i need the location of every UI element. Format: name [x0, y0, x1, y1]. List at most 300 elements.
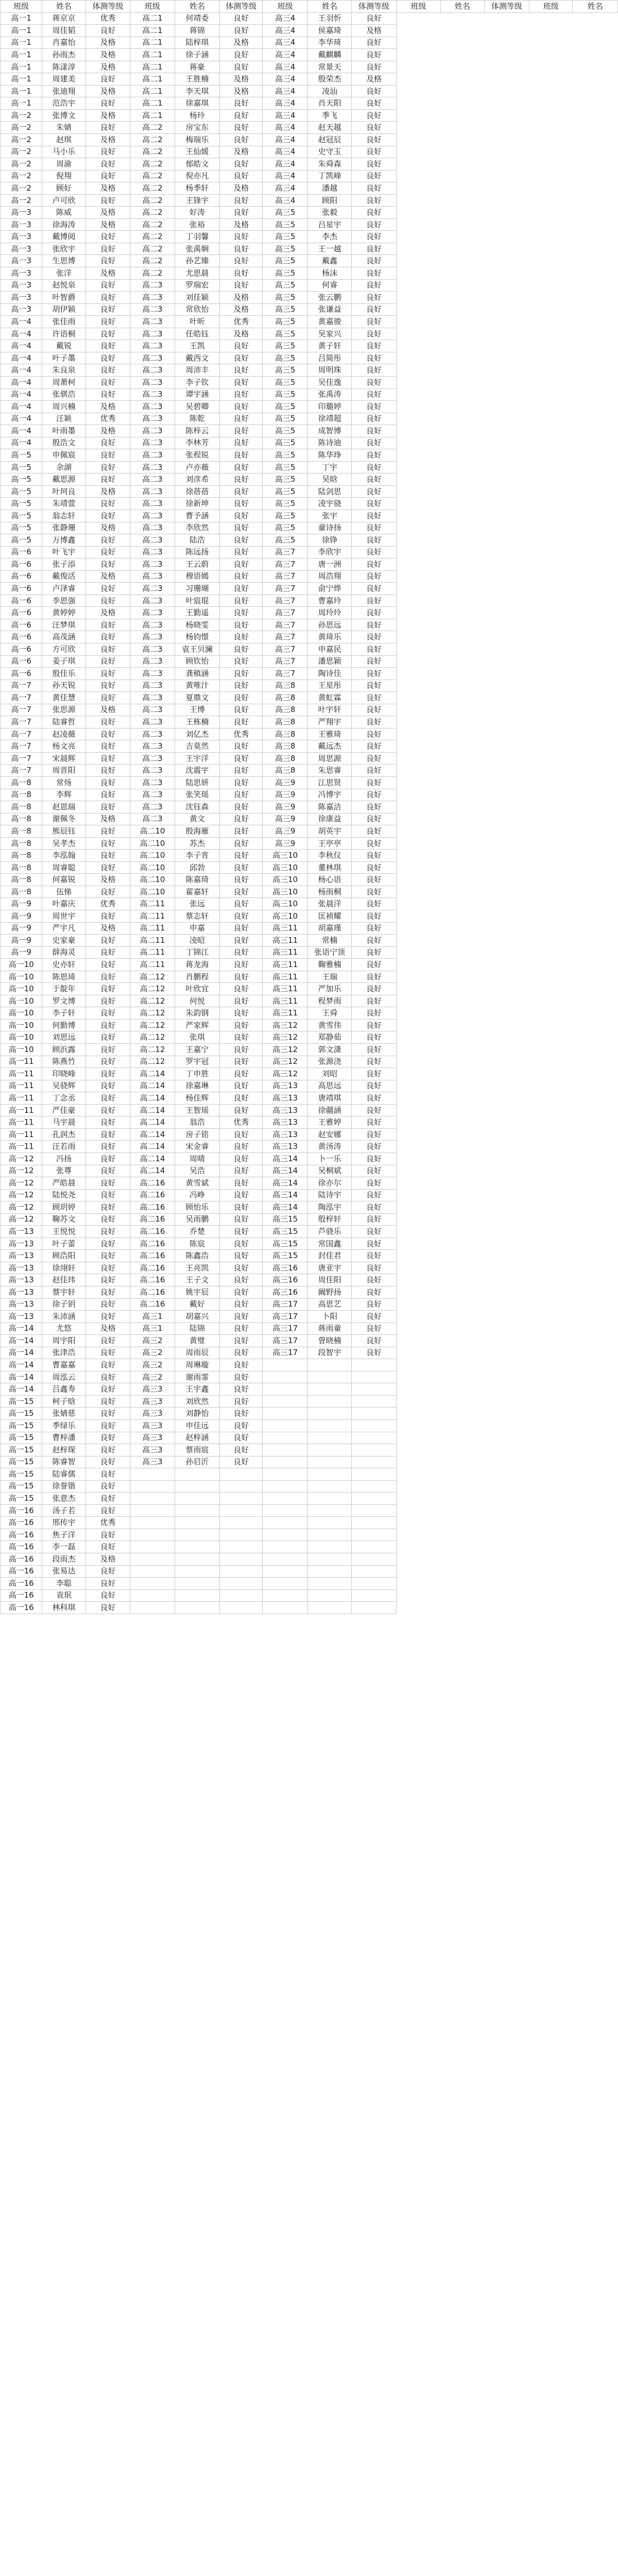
name-cell	[307, 1517, 351, 1529]
table-row	[1, 510, 618, 522]
name-cell: 杨佳辉	[175, 1092, 219, 1105]
table-row	[1, 207, 618, 219]
grade-cell: 良好	[220, 1080, 263, 1092]
name-cell: 陆浩	[175, 534, 219, 547]
class-cell: 高三3	[130, 1395, 175, 1408]
table-row	[1, 109, 618, 122]
grade-cell: 良好	[85, 231, 130, 243]
name-cell: 吴家兴	[307, 328, 351, 340]
class-cell: 高二3	[130, 680, 175, 692]
class-cell	[263, 1578, 307, 1590]
class-cell: 高一9	[1, 935, 42, 947]
class-cell: 高二12	[130, 1007, 175, 1020]
grade-cell: 良好	[85, 25, 130, 37]
table-row	[1, 61, 618, 73]
class-cell: 高三5	[263, 207, 307, 219]
grade-cell	[220, 1480, 263, 1493]
name-cell: 王一越	[307, 243, 351, 255]
grade-cell: 良好	[85, 1262, 130, 1274]
grade-cell: 良好	[220, 910, 263, 923]
table-row	[1, 85, 618, 97]
table-row	[1, 959, 618, 971]
name-cell: 王星彤	[307, 680, 351, 692]
name-cell: 周世宇	[42, 910, 85, 923]
name-cell	[307, 1565, 351, 1578]
grade-cell: 及格	[85, 109, 130, 122]
name-cell: 芦骁乐	[307, 1226, 351, 1238]
grade-cell	[220, 1493, 263, 1505]
class-cell: 高一13	[1, 1298, 42, 1311]
name-cell: 夏鼎文	[175, 692, 219, 704]
table-row	[1, 1565, 618, 1578]
header-grade: 体测等级	[352, 1, 396, 13]
name-cell: 刘佳颖	[175, 292, 219, 304]
table-row	[1, 182, 618, 195]
name-cell: 王云蔚	[175, 558, 219, 571]
name-cell: 苏杰	[175, 837, 219, 850]
class-cell: 高一10	[1, 1044, 42, 1056]
class-cell: 高一4	[1, 425, 42, 437]
grade-cell: 及格	[85, 49, 130, 61]
class-cell: 高一8	[1, 874, 42, 886]
class-cell: 高三5	[263, 352, 307, 364]
grade-cell: 良好	[85, 1213, 130, 1226]
name-cell: 孙雨杰	[42, 49, 85, 61]
class-cell: 高三7	[263, 655, 307, 668]
grade-cell: 良好	[85, 837, 130, 850]
name-cell: 李欣然	[175, 522, 219, 534]
class-cell: 高二3	[130, 765, 175, 777]
grade-cell: 良好	[85, 971, 130, 983]
class-cell: 高一3	[1, 267, 42, 280]
grade-cell: 良好	[220, 1141, 263, 1153]
grade-cell: 良好	[85, 1031, 130, 1044]
class-cell	[130, 1504, 175, 1517]
class-cell: 高一13	[1, 1250, 42, 1262]
name-cell: 翁浩	[175, 1116, 219, 1129]
class-cell: 高二3	[130, 303, 175, 316]
class-cell: 高一11	[1, 1104, 42, 1116]
class-cell: 高二14	[130, 1153, 175, 1165]
name-cell: 申佳远	[175, 1419, 219, 1432]
class-cell: 高一15	[1, 1432, 42, 1444]
grade-cell: 良好	[85, 946, 130, 959]
class-cell: 高三4	[263, 170, 307, 182]
grade-cell: 良好	[220, 134, 263, 146]
grade-cell: 良好	[352, 1189, 396, 1201]
grade-cell: 优秀	[220, 728, 263, 740]
grade-cell: 良好	[352, 1213, 396, 1226]
name-cell: 李辉	[42, 789, 85, 801]
name-cell: 张易达	[42, 1565, 85, 1578]
grade-cell: 良好	[352, 789, 396, 801]
name-cell: 严加乐	[307, 983, 351, 995]
class-cell: 高三10	[263, 898, 307, 910]
grade-cell: 良好	[85, 886, 130, 898]
grade-cell: 良好	[352, 534, 396, 547]
grade-cell: 良好	[85, 1298, 130, 1311]
table-row	[1, 983, 618, 995]
grade-cell: 良好	[220, 619, 263, 631]
class-cell: 高一1	[1, 37, 42, 49]
grade-cell: 良好	[85, 595, 130, 607]
grade-cell: 良好	[85, 510, 130, 522]
grade-cell: 良好	[85, 473, 130, 486]
grade-cell: 良好	[85, 388, 130, 401]
grade-cell: 良好	[85, 680, 130, 692]
name-cell: 周思源	[307, 752, 351, 765]
grade-cell: 良好	[220, 194, 263, 207]
class-cell: 高一16	[1, 1578, 42, 1590]
class-cell: 高三10	[263, 886, 307, 898]
name-cell: 李思强	[42, 595, 85, 607]
class-cell: 高一10	[1, 995, 42, 1007]
class-cell: 高一15	[1, 1480, 42, 1493]
grade-cell: 良好	[220, 279, 263, 292]
grade-cell: 良好	[220, 376, 263, 388]
grade-cell: 良好	[220, 1019, 263, 1031]
class-cell: 高二1	[130, 73, 175, 86]
name-cell: 顾钦怡	[175, 655, 219, 668]
grade-cell: 良好	[220, 983, 263, 995]
class-cell	[263, 1480, 307, 1493]
table-row	[1, 607, 618, 619]
grade-cell: 良好	[220, 680, 263, 692]
class-cell: 高二3	[130, 510, 175, 522]
grade-cell: 良好	[220, 170, 263, 182]
class-cell: 高二14	[130, 1165, 175, 1177]
grade-cell: 良好	[220, 25, 263, 37]
name-cell: 汪若雨	[42, 1141, 85, 1153]
class-cell: 高一5	[1, 461, 42, 473]
name-cell: 徐嘉琪	[175, 97, 219, 110]
name-cell: 王勤遥	[175, 607, 219, 619]
name-cell: 周建美	[42, 73, 85, 86]
grade-cell: 良好	[220, 825, 263, 838]
grade-cell: 良好	[352, 837, 396, 850]
class-cell: 高二16	[130, 1262, 175, 1274]
grade-cell: 良好	[352, 243, 396, 255]
class-cell: 高三11	[263, 1007, 307, 1020]
class-cell: 高三11	[263, 995, 307, 1007]
grade-cell: 优秀	[220, 316, 263, 328]
name-cell: 孙天锐	[42, 680, 85, 692]
name-cell: 孙启沂	[175, 1456, 219, 1468]
grade-cell: 良好	[352, 704, 396, 716]
grade-cell: 良好	[352, 995, 396, 1007]
table-row	[1, 328, 618, 340]
grade-cell: 良好	[352, 583, 396, 595]
name-cell: 张意杰	[42, 1493, 85, 1505]
class-cell: 高一9	[1, 922, 42, 935]
name-cell: 何悦	[175, 995, 219, 1007]
grade-cell: 良好	[352, 946, 396, 959]
grade-cell: 良好	[85, 1480, 130, 1493]
class-cell: 高三4	[263, 49, 307, 61]
class-cell: 高二10	[130, 850, 175, 862]
grade-cell: 良好	[220, 813, 263, 825]
name-cell: 罗宇冠	[175, 1056, 219, 1068]
grade-cell: 良好	[85, 1602, 130, 1614]
grade-cell: 良好	[85, 995, 130, 1007]
class-cell: 高二2	[130, 231, 175, 243]
class-cell: 高二12	[130, 1044, 175, 1056]
class-cell: 高一13	[1, 1274, 42, 1286]
table-row	[1, 1468, 618, 1481]
name-cell: 沈震宇	[175, 765, 219, 777]
name-cell: 徐铮	[307, 534, 351, 547]
class-cell: 高三11	[263, 935, 307, 947]
table-row	[1, 740, 618, 753]
grade-cell: 良好	[220, 692, 263, 704]
name-cell: 俞宁烨	[307, 583, 351, 595]
grade-cell: 良好	[220, 740, 263, 753]
grade-cell: 及格	[85, 425, 130, 437]
table-row	[1, 1493, 618, 1505]
table-row	[1, 1371, 618, 1383]
class-cell	[130, 1541, 175, 1553]
grade-cell: 良好	[220, 449, 263, 462]
grade-cell: 良好	[352, 655, 396, 668]
table-row	[1, 243, 618, 255]
class-cell: 高三5	[263, 401, 307, 413]
name-cell: 梅瑞乐	[175, 134, 219, 146]
grade-cell: 良好	[85, 692, 130, 704]
grade-cell: 良好	[352, 922, 396, 935]
table-row	[1, 473, 618, 486]
name-cell: 戴远杰	[307, 740, 351, 753]
grade-cell: 良好	[352, 182, 396, 195]
grade-cell: 良好	[85, 910, 130, 923]
class-cell	[263, 1602, 307, 1614]
table-row	[1, 1128, 618, 1141]
class-cell: 高一5	[1, 485, 42, 498]
grade-cell: 良好	[220, 534, 263, 547]
grade-cell: 良好	[352, 122, 396, 134]
grade-cell: 及格	[85, 61, 130, 73]
name-cell: 朱良泉	[42, 364, 85, 377]
name-cell: 叶珂良	[42, 485, 85, 498]
class-cell: 高三7	[263, 583, 307, 595]
name-cell: 常欣怡	[175, 303, 219, 316]
class-cell: 高三5	[263, 522, 307, 534]
grade-cell: 良好	[85, 1201, 130, 1214]
class-cell: 高一13	[1, 1286, 42, 1298]
name-cell: 季飞	[307, 109, 351, 122]
name-cell: 黄雪斌	[175, 1177, 219, 1190]
table-row	[1, 850, 618, 862]
class-cell: 高二1	[130, 97, 175, 110]
name-cell: 张佳雨	[42, 316, 85, 328]
name-cell: 顾浩阳	[42, 1250, 85, 1262]
name-cell: 卢亦薇	[175, 461, 219, 473]
grade-cell: 良好	[85, 1371, 130, 1383]
class-cell: 高三8	[263, 704, 307, 716]
grade-cell: 良好	[352, 425, 396, 437]
name-cell: 申嘉	[175, 922, 219, 935]
table-row	[1, 692, 618, 704]
grade-cell: 及格	[85, 85, 130, 97]
grade-cell: 良好	[352, 449, 396, 462]
class-cell: 高二3	[130, 485, 175, 498]
class-cell	[263, 1541, 307, 1553]
name-cell: 叶子墨	[42, 352, 85, 364]
grade-cell: 良好	[220, 340, 263, 352]
grade-cell: 优秀	[85, 413, 130, 425]
grade-cell: 良好	[220, 425, 263, 437]
name-cell: 赵安娜	[307, 1128, 351, 1141]
class-cell: 高二16	[130, 1286, 175, 1298]
grade-cell: 良好	[85, 1493, 130, 1505]
grade-cell: 良好	[85, 255, 130, 267]
class-cell: 高三3	[130, 1456, 175, 1468]
table-row	[1, 619, 618, 631]
grade-cell: 及格	[220, 146, 263, 158]
grade-cell: 良好	[220, 413, 263, 425]
class-cell: 高一10	[1, 971, 42, 983]
name-cell: 陈漾淳	[42, 61, 85, 73]
class-cell: 高二12	[130, 1031, 175, 1044]
grade-cell: 良好	[85, 716, 130, 728]
class-cell: 高二14	[130, 1128, 175, 1141]
class-cell: 高三14	[263, 1177, 307, 1190]
grade-cell: 良好	[220, 886, 263, 898]
class-cell: 高二3	[130, 340, 175, 352]
grade-cell: 良好	[352, 716, 396, 728]
name-cell: 陈诗迪	[307, 437, 351, 449]
name-cell: 吴浩	[175, 1165, 219, 1177]
class-cell: 高二2	[130, 146, 175, 158]
grade-cell: 及格	[220, 218, 263, 231]
name-cell: 周渝	[42, 158, 85, 171]
name-cell: 潘思颖	[307, 655, 351, 668]
class-cell: 高三8	[263, 765, 307, 777]
table-row	[1, 813, 618, 825]
grade-cell: 良好	[220, 922, 263, 935]
grade-cell: 良好	[352, 364, 396, 377]
class-cell: 高一14	[1, 1335, 42, 1347]
table-row	[1, 218, 618, 231]
name-cell	[175, 1602, 219, 1614]
class-cell: 高一6	[1, 643, 42, 655]
name-cell: 黄婷婷	[42, 607, 85, 619]
header-name: 姓名	[441, 1, 484, 13]
name-cell: 李秋仪	[307, 850, 351, 862]
name-cell: 严家辉	[175, 1019, 219, 1031]
class-cell: 高二3	[130, 425, 175, 437]
name-cell: 张琪	[175, 1031, 219, 1044]
name-cell	[307, 1493, 351, 1505]
name-cell: 张欣宇	[42, 243, 85, 255]
class-cell: 高一6	[1, 655, 42, 668]
grade-cell: 良好	[352, 668, 396, 680]
name-cell: 董林琪	[307, 861, 351, 874]
name-cell: 潘越	[307, 182, 351, 195]
class-cell: 高一1	[1, 61, 42, 73]
grade-cell: 良好	[85, 328, 130, 340]
grade-cell: 良好	[352, 740, 396, 753]
grade-cell: 良好	[220, 401, 263, 413]
grade-cell	[352, 1408, 396, 1420]
table-row	[1, 1177, 618, 1190]
class-cell: 高一9	[1, 946, 42, 959]
table-row	[1, 1141, 618, 1153]
name-cell: 张迪翔	[42, 85, 85, 97]
class-cell	[130, 1468, 175, 1481]
class-cell: 高一6	[1, 619, 42, 631]
class-cell: 高一3	[1, 303, 42, 316]
class-cell: 高三9	[263, 825, 307, 838]
grade-cell: 良好	[352, 340, 396, 352]
name-cell: 丁凯峰	[307, 170, 351, 182]
class-cell: 高三11	[263, 983, 307, 995]
name-cell: 郭文潇	[307, 1044, 351, 1056]
grade-cell	[352, 1432, 396, 1444]
table-row	[1, 922, 618, 935]
name-cell	[307, 1419, 351, 1432]
class-cell: 高三2	[130, 1347, 175, 1359]
name-cell: 戴西文	[175, 352, 219, 364]
name-cell: 林科琪	[42, 1602, 85, 1614]
name-cell: 陈思琦	[42, 971, 85, 983]
name-cell: 徐子涵	[175, 49, 219, 61]
grade-cell: 良好	[85, 801, 130, 814]
grade-cell: 良好	[220, 716, 263, 728]
name-cell	[307, 1589, 351, 1602]
name-cell: 曾晓楠	[307, 1335, 351, 1347]
grade-cell: 良好	[352, 109, 396, 122]
grade-cell	[352, 1589, 396, 1602]
class-cell: 高二12	[130, 971, 175, 983]
name-cell: 刘思远	[42, 1031, 85, 1044]
name-cell	[175, 1589, 219, 1602]
name-cell	[307, 1468, 351, 1481]
class-cell: 高一9	[1, 898, 42, 910]
table-row	[1, 1044, 618, 1056]
class-cell	[263, 1359, 307, 1371]
class-cell: 高一16	[1, 1529, 42, 1541]
grade-cell: 良好	[85, 146, 130, 158]
grade-cell: 良好	[220, 364, 263, 377]
class-cell: 高三5	[263, 279, 307, 292]
table-row	[1, 425, 618, 437]
class-cell: 高三8	[263, 752, 307, 765]
name-cell: 李林芳	[175, 437, 219, 449]
table-row	[1, 1504, 618, 1517]
name-cell: 叶昕	[175, 316, 219, 328]
grade-cell: 良好	[85, 1432, 130, 1444]
name-cell: 史亦轩	[42, 959, 85, 971]
grade-cell: 良好	[352, 49, 396, 61]
class-cell: 高二11	[130, 910, 175, 923]
class-cell: 高三5	[263, 485, 307, 498]
class-cell: 高二16	[130, 1201, 175, 1214]
name-cell: 焦子洋	[42, 1529, 85, 1541]
name-cell: 王雅琦	[307, 728, 351, 740]
name-cell: 凌汕	[307, 85, 351, 97]
table-row	[1, 1153, 618, 1165]
name-cell: 蔡雨宸	[175, 1444, 219, 1456]
table-row	[1, 49, 618, 61]
name-cell: 陈睿智	[42, 1456, 85, 1468]
class-cell: 高一4	[1, 401, 42, 413]
grade-cell: 良好	[85, 728, 130, 740]
class-cell: 高二14	[130, 1092, 175, 1105]
name-cell: 徐嘉琳	[175, 1080, 219, 1092]
name-cell: 肖天阳	[307, 97, 351, 110]
grade-cell: 良好	[85, 777, 130, 789]
grade-cell: 良好	[352, 207, 396, 219]
